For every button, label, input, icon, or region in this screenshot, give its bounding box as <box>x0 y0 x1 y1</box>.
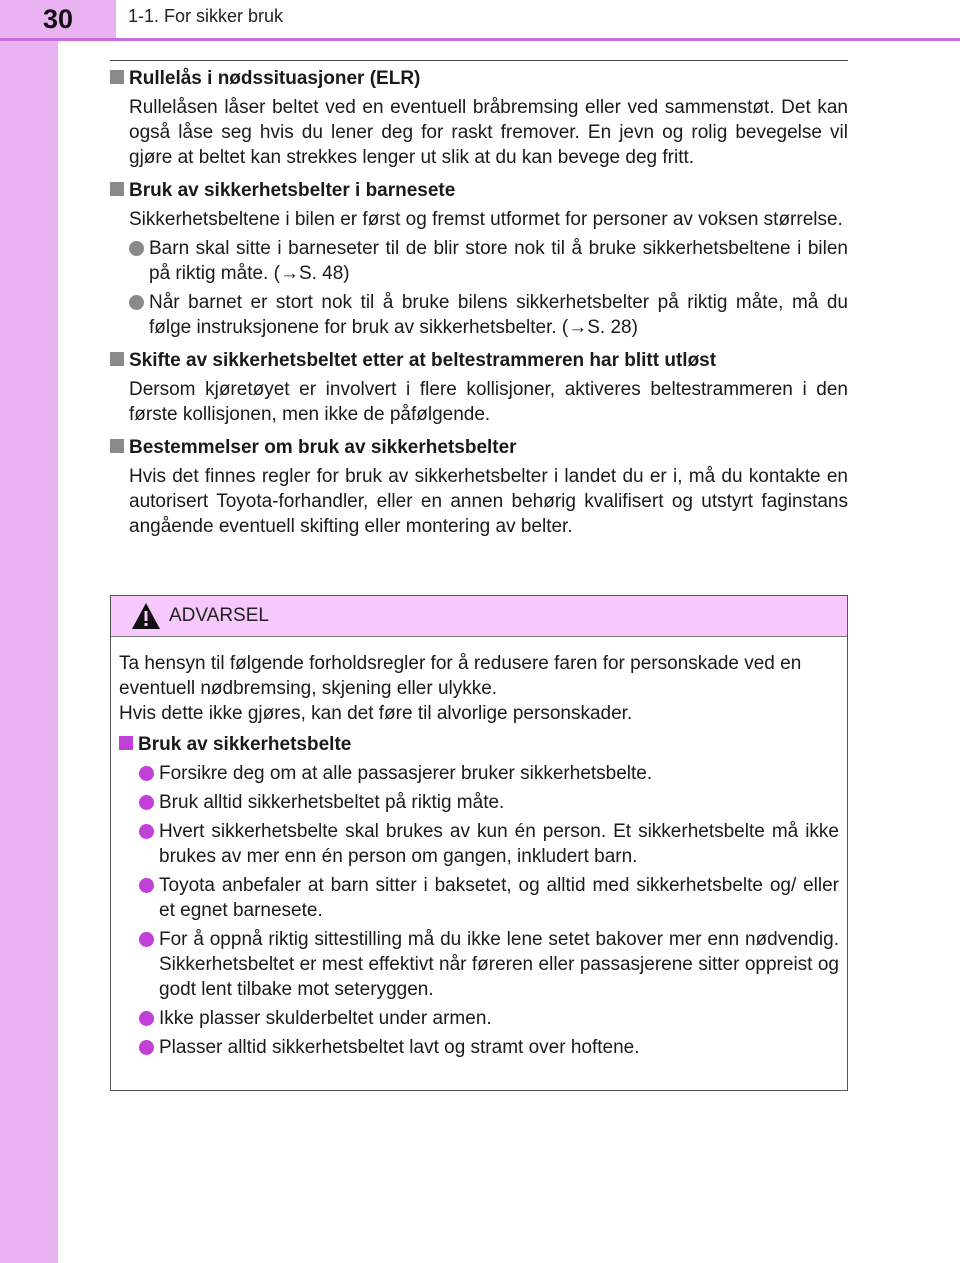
list-item: Forsikre deg om at alle passasjerer bruker sikkerhetsbelte. <box>139 761 839 786</box>
list-item: Bruk alltid sikkerhetsbeltet på riktig måte. <box>139 790 839 815</box>
round-bullet-icon <box>139 824 154 839</box>
warning-triangle-icon <box>131 602 161 630</box>
round-bullet-icon <box>129 295 144 310</box>
page-reference-link[interactable]: S. 28) <box>587 317 638 338</box>
arrow-right-icon: → <box>279 263 299 284</box>
warning-body <box>111 637 847 1060</box>
page-reference-link[interactable]: S. 48) <box>298 263 350 284</box>
list-item: Ikke plasser skulderbeltet under armen. <box>139 1006 839 1031</box>
list-item: Plasser alltid sikkerhetsbeltet lavt og stramt over hoftene. <box>139 1035 839 1060</box>
square-marker-icon <box>110 352 124 366</box>
list-item: For å oppnå riktig sittestilling må du ikke lene setet bakover mer enn nødvendig. Sikkerhetsbeltet er mest effektivt når føreren eller passasjerene sitter oppreist og godt lent tilbake mot seteryggen. <box>139 927 839 1002</box>
warning-label: ADVARSEL <box>169 605 269 626</box>
section-child-seat <box>110 178 848 340</box>
content-rule <box>110 60 848 61</box>
list-item: Barn skal sitte i barneseter til de blir store nok til å bruke sikkerhetsbeltene i bilen på riktig måte. (→S. 48) <box>129 236 848 286</box>
square-marker-icon <box>119 736 133 750</box>
section-heading: Skifte av sikkerhetsbeltet etter at beltestrammeren har blitt utløst <box>110 348 848 373</box>
section-elr <box>110 66 848 170</box>
section-paragraph: Sikkerhetsbeltene i bilen er først og fremst utformet for personer av voksen størrelse. <box>129 209 843 230</box>
round-bullet-icon <box>139 795 154 810</box>
section-paragraph: Dersom kjøretøyet er involvert i flere kollisjoner, aktiveres beltestrammeren i den første kollisjonen, men ikke de påfølgende. <box>129 379 848 425</box>
section-heading: Bruk av sikkerhetsbelter i barnesete <box>110 178 848 203</box>
round-bullet-icon <box>139 1040 154 1055</box>
section-pretensioner <box>110 348 848 427</box>
round-bullet-icon <box>139 1011 154 1026</box>
round-bullet-icon <box>139 766 154 781</box>
warning-heading: Bruk av sikkerhetsbelte <box>119 732 839 757</box>
square-marker-icon <box>110 439 124 453</box>
section-paragraph: Rullelåsen låser beltet ved en eventuell bråbremsing eller ved sammenstøt. Det kan også låse seg hvis du lener deg for raskt fremover. En jevn og rolig bevegelse vil gjøre at beltet kan strekkes lenger ut slik at du kan bevege deg fritt. <box>129 97 848 168</box>
round-bullet-icon <box>129 241 144 256</box>
list-item: Når barnet er stort nok til å bruke bilens sikkerhetsbelter på riktig måte, må du følge instruksjonene for bruk av sikkerhetsbelter. (→S. 28) <box>129 290 848 340</box>
header-rule <box>0 38 960 41</box>
warning-intro: Ta hensyn til følgende forholdsregler for å redusere faren for personskade ved en eventuell nødbremsing, skjening eller ulykke. Hvis dette ikke gjøres, kan det føre til alvorlige personskader. <box>119 653 802 724</box>
list-item: Toyota anbefaler at barn sitter i baksetet, og alltid med sikkerhetsbelte og/ eller et egnet barnesete. <box>139 873 839 923</box>
section-title: 1-1. For sikker bruk <box>128 6 284 26</box>
warning-header <box>111 596 847 637</box>
arrow-right-icon: → <box>568 317 588 338</box>
square-marker-icon <box>110 70 124 84</box>
section-heading: Rullelås i nødssituasjoner (ELR) <box>110 66 848 91</box>
section-regulations <box>110 435 848 539</box>
list-item: Hvert sikkerhetsbelte skal brukes av kun én person. Et sikkerhetsbelte må ikke brukes av mer enn én person om gangen, inkludert barn. <box>139 819 839 869</box>
round-bullet-icon <box>139 878 154 893</box>
page-number: 30 <box>0 0 116 38</box>
main-content <box>110 66 848 547</box>
warning-box <box>110 595 848 1091</box>
section-heading: Bestemmelser om bruk av sikkerhetsbelter <box>110 435 848 460</box>
square-marker-icon <box>110 182 124 196</box>
section-paragraph: Hvis det finnes regler for bruk av sikkerhetsbelter i landet du er i, må du kontakte en autorisert Toyota-forhandler, eller en annen behørig kvalifisert og utstyrt faginstans angående eventuell skifting eller montering av belter. <box>129 466 848 537</box>
left-accent-band <box>0 0 58 1263</box>
round-bullet-icon <box>139 932 154 947</box>
